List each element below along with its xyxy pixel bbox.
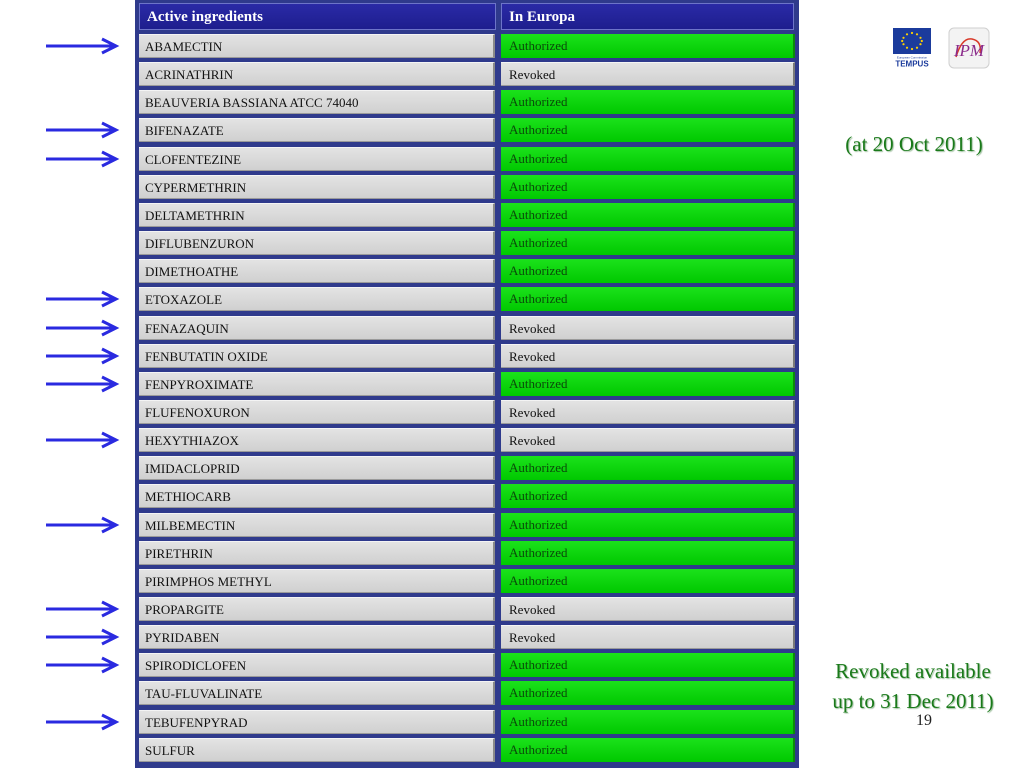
ingredient-name: ABAMECTIN bbox=[139, 34, 495, 58]
table-row bbox=[139, 738, 795, 764]
status-cell: Revoked bbox=[501, 344, 795, 368]
table-row bbox=[139, 203, 795, 229]
ingredient-name: ETOXAZOLE bbox=[139, 287, 495, 311]
status-cell: Authorized bbox=[501, 175, 795, 199]
table-row bbox=[139, 62, 795, 88]
ingredient-name: TEBUFENPYRAD bbox=[139, 710, 495, 734]
arrow-right-icon bbox=[44, 431, 120, 449]
status-cell: Authorized bbox=[501, 147, 795, 171]
revoked-note-line1: Revoked available bbox=[835, 659, 991, 683]
arrow-right-icon bbox=[44, 713, 120, 731]
table-row bbox=[139, 653, 795, 679]
svg-text:TEMPUS: TEMPUS bbox=[895, 59, 929, 68]
page-number: 19 bbox=[916, 712, 932, 729]
status-cell: Revoked bbox=[501, 316, 795, 340]
table-row bbox=[139, 175, 795, 201]
ingredient-name: TAU-FLUVALINATE bbox=[139, 681, 495, 705]
ingredient-name: PIRETHRIN bbox=[139, 541, 495, 565]
ingredient-name: PYRIDABEN bbox=[139, 625, 495, 649]
ingredient-name: BIFENAZATE bbox=[139, 118, 495, 142]
table-row bbox=[139, 344, 795, 370]
table-row bbox=[139, 372, 795, 398]
svg-text:European Commission: European Commission bbox=[896, 55, 928, 60]
ipm-logo bbox=[948, 27, 990, 69]
status-cell: Revoked bbox=[501, 428, 795, 452]
ingredient-name: MILBEMECTIN bbox=[139, 513, 495, 537]
arrow-right-icon bbox=[44, 37, 120, 55]
status-cell: Authorized bbox=[501, 681, 795, 705]
revoked-note-line2: up to 31 Dec 2011) bbox=[832, 689, 994, 713]
revoked-note bbox=[808, 656, 1018, 716]
header-active-ingredients: Active ingredients bbox=[139, 3, 496, 30]
arrow-right-icon bbox=[44, 290, 120, 308]
status-cell: Revoked bbox=[501, 597, 795, 621]
table-row bbox=[139, 400, 795, 426]
arrow-right-icon bbox=[44, 516, 120, 534]
table-row bbox=[139, 484, 795, 510]
arrow-right-icon bbox=[44, 319, 120, 337]
ingredient-name: IMIDACLOPRID bbox=[139, 456, 495, 480]
ingredient-name: SPIRODICLOFEN bbox=[139, 653, 495, 677]
ipm-logo-icon bbox=[948, 27, 990, 69]
ingredient-name: ACRINATHRIN bbox=[139, 62, 495, 86]
ingredient-name: METHIOCARB bbox=[139, 484, 495, 508]
ingredient-name: SULFUR bbox=[139, 738, 495, 762]
ingredient-name: FENPYROXIMATE bbox=[139, 372, 495, 396]
table-row bbox=[139, 541, 795, 567]
status-cell: Authorized bbox=[501, 456, 795, 480]
status-cell: Authorized bbox=[501, 653, 795, 677]
table-row bbox=[139, 90, 795, 116]
status-cell: Authorized bbox=[501, 34, 795, 58]
table-row bbox=[139, 231, 795, 257]
eu-tempus-logo bbox=[893, 28, 931, 68]
table-row bbox=[139, 316, 795, 342]
header-in-europa: In Europa bbox=[501, 3, 794, 30]
status-cell: Authorized bbox=[501, 484, 795, 508]
status-cell: Authorized bbox=[501, 513, 795, 537]
status-cell: Authorized bbox=[501, 541, 795, 565]
table-row bbox=[139, 259, 795, 285]
table-row bbox=[139, 513, 795, 539]
status-cell: Authorized bbox=[501, 569, 795, 593]
ingredient-name: DIMETHOATHE bbox=[139, 259, 495, 283]
status-cell: Revoked bbox=[501, 62, 795, 86]
table-row bbox=[139, 625, 795, 651]
status-cell: Authorized bbox=[501, 372, 795, 396]
ingredient-name: HEXYTHIAZOX bbox=[139, 428, 495, 452]
table-row bbox=[139, 456, 795, 482]
ingredient-name: BEAUVERIA BASSIANA ATCC 74040 bbox=[139, 90, 495, 114]
arrow-right-icon bbox=[44, 600, 120, 618]
arrow-right-icon bbox=[44, 375, 120, 393]
ingredient-name: PIRIMPHOS METHYL bbox=[139, 569, 495, 593]
ingredient-name: PROPARGITE bbox=[139, 597, 495, 621]
ingredient-name: DELTAMETHRIN bbox=[139, 203, 495, 227]
table-row bbox=[139, 681, 795, 707]
ingredient-name: FENAZAQUIN bbox=[139, 316, 495, 340]
table-row bbox=[139, 569, 795, 595]
arrow-right-icon bbox=[44, 656, 120, 674]
status-cell: Revoked bbox=[501, 400, 795, 424]
status-cell: Authorized bbox=[501, 738, 795, 762]
status-cell: Revoked bbox=[501, 625, 795, 649]
arrow-right-icon bbox=[44, 347, 120, 365]
status-cell: Authorized bbox=[501, 203, 795, 227]
table-row bbox=[139, 147, 795, 173]
status-cell: Authorized bbox=[501, 118, 795, 142]
ingredient-name: CLOFENTEZINE bbox=[139, 147, 495, 171]
table-row bbox=[139, 597, 795, 623]
table-row bbox=[139, 710, 795, 736]
table-row bbox=[139, 34, 795, 60]
arrow-right-icon bbox=[44, 150, 120, 168]
status-cell: Authorized bbox=[501, 90, 795, 114]
status-cell: Authorized bbox=[501, 710, 795, 734]
ingredient-name: CYPERMETHRIN bbox=[139, 175, 495, 199]
status-cell: Authorized bbox=[501, 259, 795, 283]
status-cell: Authorized bbox=[501, 287, 795, 311]
ingredient-name: DIFLUBENZURON bbox=[139, 231, 495, 255]
table-row bbox=[139, 287, 795, 313]
ingredient-name: FENBUTATIN OXIDE bbox=[139, 344, 495, 368]
arrow-right-icon bbox=[44, 121, 120, 139]
status-cell: Authorized bbox=[501, 231, 795, 255]
arrow-right-icon bbox=[44, 628, 120, 646]
svg-text:IPM: IPM bbox=[953, 41, 985, 60]
ingredient-name: FLUFENOXURON bbox=[139, 400, 495, 424]
table-row bbox=[139, 428, 795, 454]
date-note: (at 20 Oct 2011) bbox=[845, 132, 983, 156]
eu-flag-icon bbox=[893, 28, 931, 68]
table-row bbox=[139, 118, 795, 144]
